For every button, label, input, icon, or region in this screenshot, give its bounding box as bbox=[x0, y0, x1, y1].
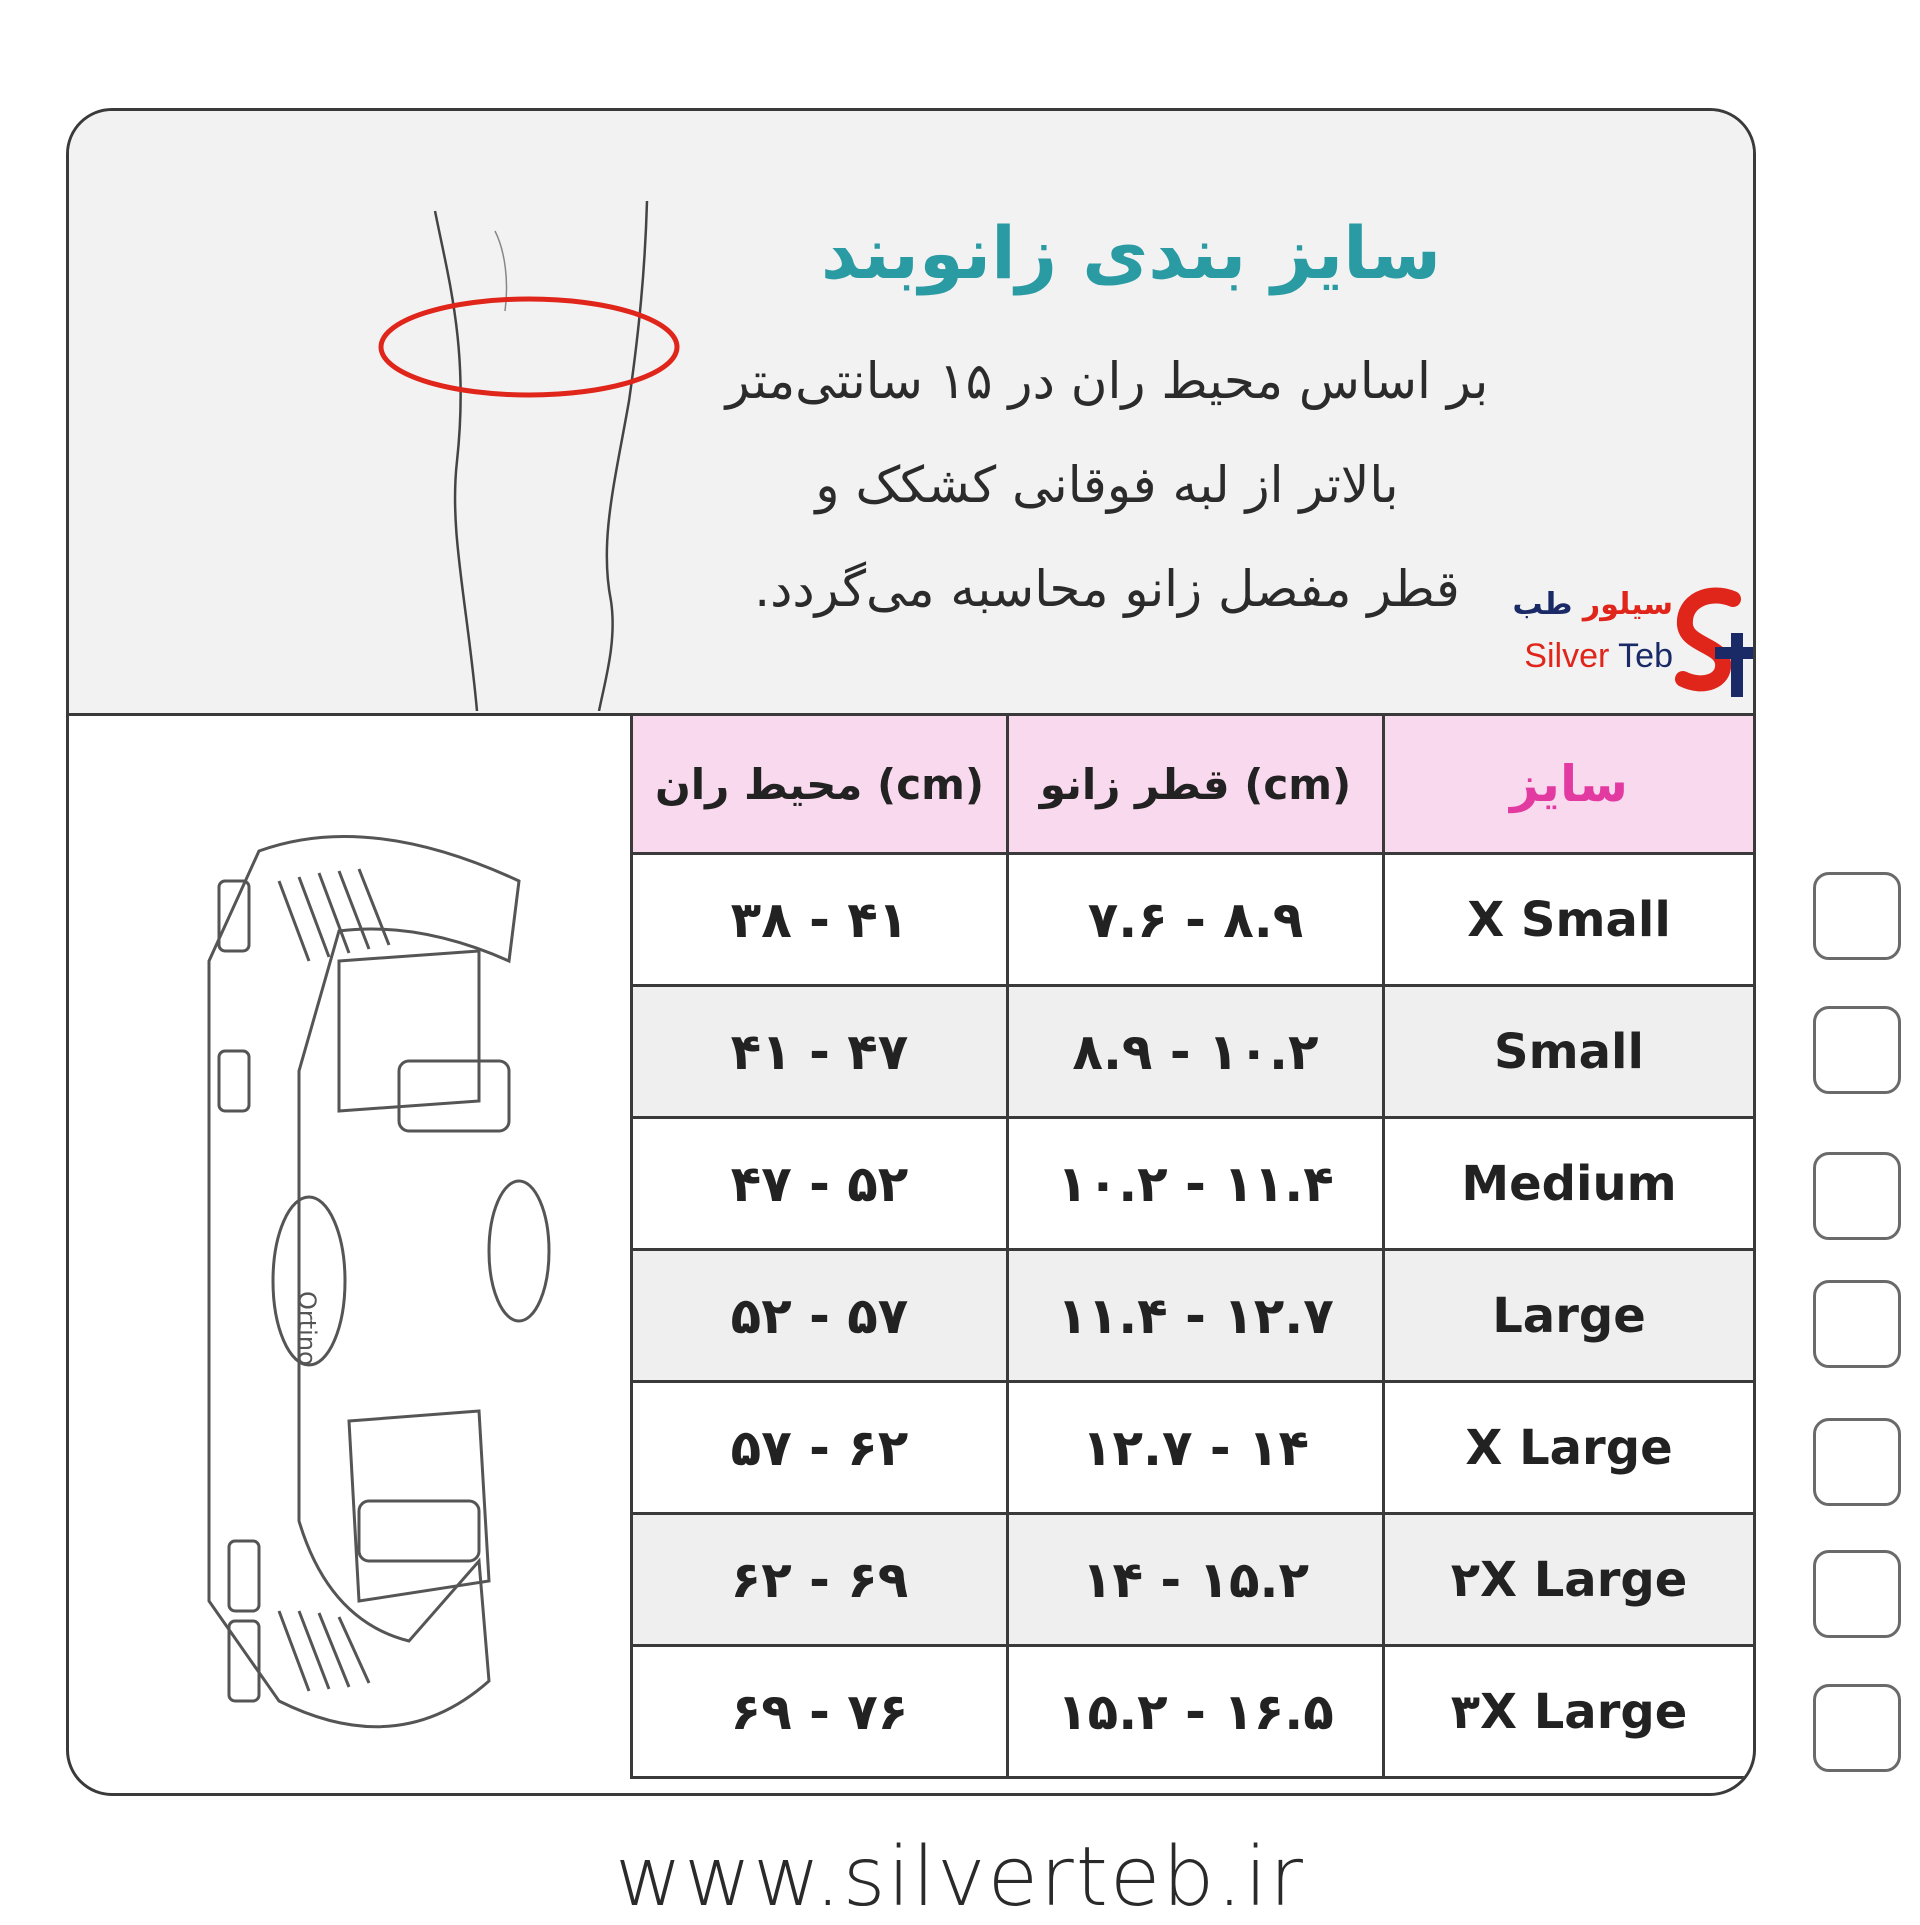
website-url: www.silverteb.ir bbox=[615, 1830, 1305, 1925]
knee-cell: ۱۲.۷ - ۱۴ bbox=[1008, 1382, 1384, 1514]
size-checkbox-x-large[interactable] bbox=[1813, 1418, 1901, 1506]
size-cell: X Small bbox=[1384, 854, 1755, 986]
thigh-cell: ۵۷ - ۶۲ bbox=[632, 1382, 1008, 1514]
size-checkbox-3x-large[interactable] bbox=[1813, 1684, 1901, 1772]
table-row bbox=[632, 1118, 1755, 1250]
table-row bbox=[632, 986, 1755, 1118]
knee-cell: ۱۴ - ۱۵.۲ bbox=[1008, 1514, 1384, 1646]
size-checkbox-2x-large[interactable] bbox=[1813, 1550, 1901, 1638]
size-cell: Large bbox=[1384, 1250, 1755, 1382]
thigh-cell: ۵۲ - ۵۷ bbox=[632, 1250, 1008, 1382]
size-chart-card bbox=[66, 108, 1756, 1796]
thigh-cell: ۶۲ - ۶۹ bbox=[632, 1514, 1008, 1646]
size-cell: X Large bbox=[1384, 1382, 1755, 1514]
table-row bbox=[632, 1382, 1755, 1514]
column-header-thigh: محیط ران (cm) bbox=[632, 715, 1008, 854]
size-cell: ۲X Large bbox=[1384, 1514, 1755, 1646]
instructions-line-3: قطر مفصل زانو محاسبه می‌گردد. bbox=[754, 560, 1460, 618]
logo-st-mark-icon bbox=[1673, 585, 1756, 705]
instructions-line-2: بالاتر از لبه فوقانی کشکک و bbox=[815, 456, 1399, 514]
size-table bbox=[630, 713, 1756, 1779]
logo-persian-text: سیلور طب bbox=[1512, 587, 1673, 622]
size-checkbox-small[interactable] bbox=[1813, 1006, 1901, 1094]
instructions-text bbox=[657, 329, 1557, 641]
thigh-measure-ring bbox=[381, 299, 677, 395]
knee-brace-illustration bbox=[149, 821, 569, 1761]
thigh-cell: ۴۱ - ۴۷ bbox=[632, 986, 1008, 1118]
knee-cell: ۱۱.۴ - ۱۲.۷ bbox=[1008, 1250, 1384, 1382]
table-row bbox=[632, 854, 1755, 986]
table-row bbox=[632, 1646, 1755, 1778]
table-row bbox=[632, 1514, 1755, 1646]
size-cell: Medium bbox=[1384, 1118, 1755, 1250]
thigh-cell: ۶۹ - ۷۶ bbox=[632, 1646, 1008, 1778]
size-checkbox-medium[interactable] bbox=[1813, 1152, 1901, 1240]
silverteb-logo bbox=[1512, 585, 1756, 705]
size-cell: Small bbox=[1384, 986, 1755, 1118]
size-checkbox-x-small[interactable] bbox=[1813, 872, 1901, 960]
instructions-panel bbox=[69, 111, 1753, 716]
knee-cell: ۱۵.۲ - ۱۶.۵ bbox=[1008, 1646, 1384, 1778]
size-cell: ۳X Large bbox=[1384, 1646, 1755, 1778]
thigh-cell: ۳۸ - ۴۱ bbox=[632, 854, 1008, 986]
table-header-row bbox=[632, 715, 1755, 854]
logo-english-text: Silver Teb bbox=[1524, 637, 1673, 675]
brace-brand-text: Ortino bbox=[293, 1291, 321, 1366]
knee-cell: ۸.۹ - ۱۰.۲ bbox=[1008, 986, 1384, 1118]
column-header-size: سایز bbox=[1384, 715, 1755, 854]
knee-cell: ۷.۶ - ۸.۹ bbox=[1008, 854, 1384, 986]
knee-cell: ۱۰.۲ - ۱۱.۴ bbox=[1008, 1118, 1384, 1250]
instructions-line-1: بر اساس محیط ران در ۱۵ سانتی‌متر bbox=[725, 352, 1489, 410]
page-title: سایز بندی زانوبند bbox=[820, 211, 1441, 295]
table-row bbox=[632, 1250, 1755, 1382]
thigh-cell: ۴۷ - ۵۲ bbox=[632, 1118, 1008, 1250]
column-header-knee: قطر زانو (cm) bbox=[1008, 715, 1384, 854]
size-checkbox-large[interactable] bbox=[1813, 1280, 1901, 1368]
leg-measurement-illustration bbox=[299, 161, 719, 711]
